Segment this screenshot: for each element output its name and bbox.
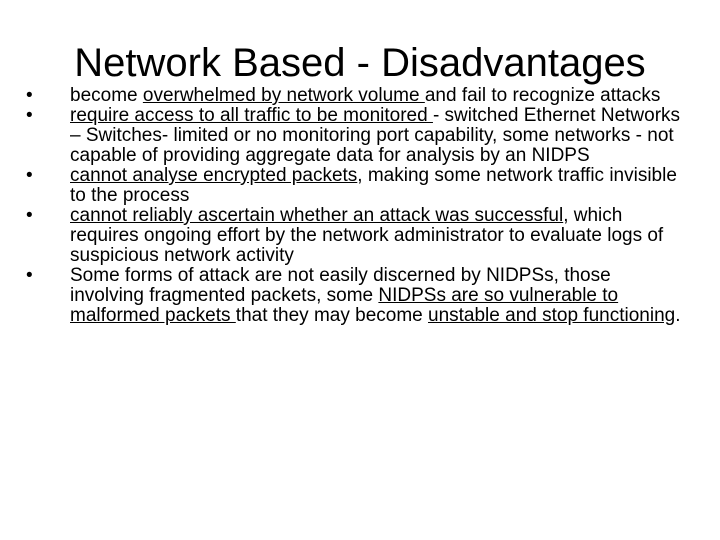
bullet-item bbox=[26, 206, 686, 266]
bullet-marker: • bbox=[26, 265, 33, 286]
bullet-text: , making some network traffic invisible to the process bbox=[70, 165, 677, 206]
bullet-emphasis-text: require access to all traffic to be monitored bbox=[70, 105, 433, 126]
bullet-marker: • bbox=[26, 205, 33, 226]
bullet-text: that they may become bbox=[235, 305, 429, 326]
bullet-text: Some forms of attack are not easily discerned by NIDPSs, those involving fragmented packets, some bbox=[70, 265, 611, 306]
slide-title: Network Based - Disadvantages bbox=[74, 41, 646, 85]
bullet-text: . bbox=[675, 305, 681, 326]
bullet-text: become bbox=[70, 85, 143, 106]
bullet-item bbox=[26, 266, 686, 326]
bullet-text: - switched Ethernet Networks – Switches- limited or no monitoring port capability, some networks - not capable of providing aggregate data for analysis by an NIDPS bbox=[70, 105, 681, 166]
bullet-item bbox=[26, 86, 686, 106]
bullet-item bbox=[26, 166, 686, 206]
bullet-emphasis-text: overwhelmed by network volume bbox=[142, 85, 425, 106]
bullet-emphasis-text: cannot analyse encrypted packets bbox=[70, 165, 358, 186]
bullet-list bbox=[26, 86, 686, 326]
bullet-text: , which requires ongoing effort by the network administrator to evaluate logs of suspicious network activity bbox=[70, 205, 664, 266]
bullet-marker: • bbox=[26, 85, 33, 106]
bullet-marker: • bbox=[26, 105, 33, 126]
bullet-emphasis-text: unstable and stop functioning bbox=[428, 305, 676, 326]
bullet-marker: • bbox=[26, 165, 33, 186]
bullet-text: and fail to recognize attacks bbox=[424, 85, 661, 106]
bullet-emphasis-text: cannot reliably ascertain whether an attack was successful bbox=[70, 205, 564, 226]
bullet-item bbox=[26, 106, 686, 166]
bullet-emphasis-text: NIDPSs are so vulnerable to malformed packets bbox=[70, 285, 619, 326]
